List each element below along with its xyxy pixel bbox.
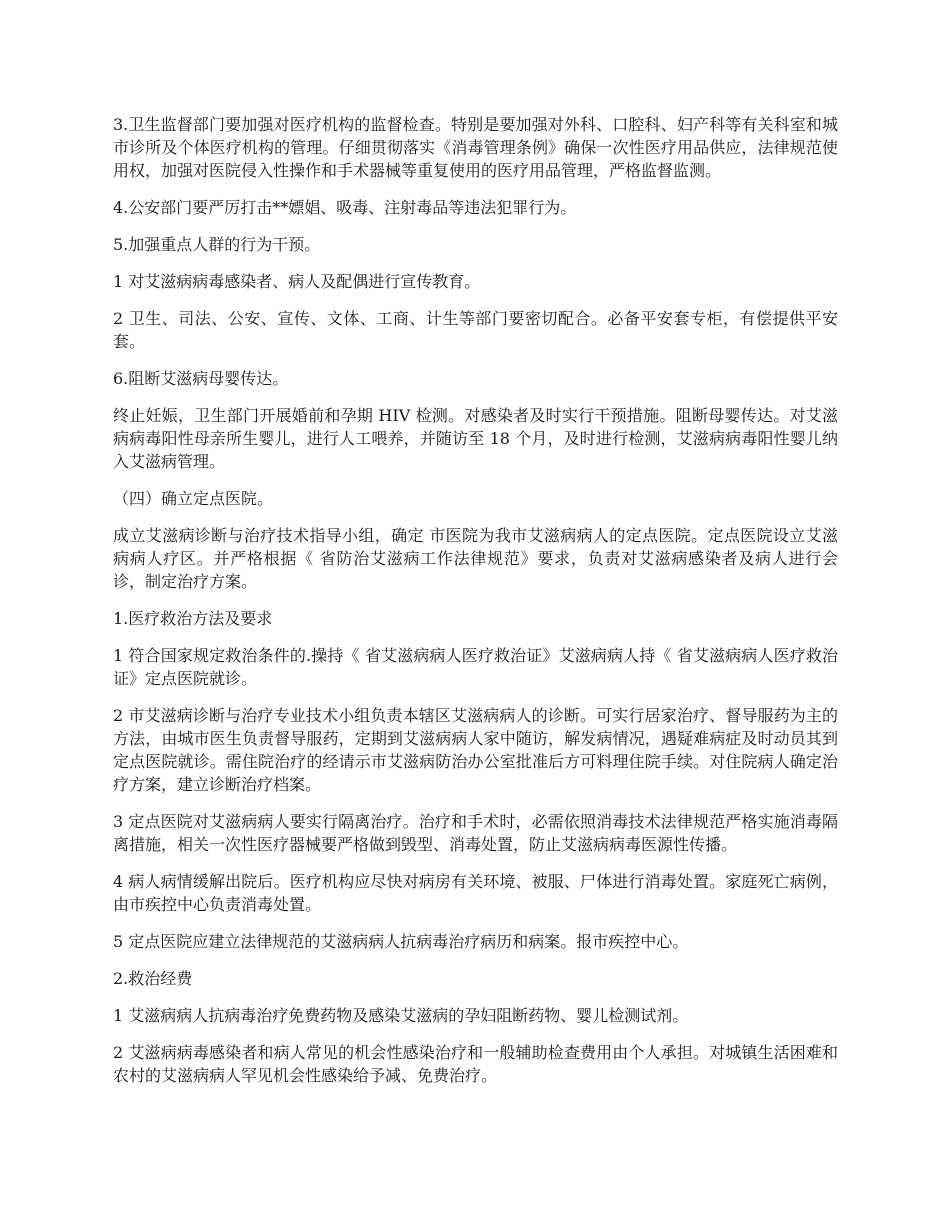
paragraph-disinfection: 4 病人病情缓解出院后。医疗机构应尽快对病房有关环境、被服、尸体进行消毒处置。家庭死亡病例，由市疾控中心负责消毒处置。 [113, 872, 838, 914]
paragraph-health-supervision: 3.卫生监督部门要加强对医疗机构的监督检查。特别是要加强对外科、口腔科、妇产科等有关科室和城市诊所及个体医疗机构的管理。仔细贯彻落实《消毒管理条例》确保一次性医疗用品供应，法律规范使用权，加强对医院侵入性操作和手术器械等重复使用的医疗用品管理，严格监督监测。 [113, 115, 838, 180]
paragraph-opportunistic-infection-costs: 2 艾滋病病毒感染者和病人常见的机会性感染治疗和一般辅助检查费用由个人承担。对城镇生活困难和农村的艾滋病病人罕见机会性感染给予减、免费治疗。 [113, 1043, 838, 1085]
paragraph-heading-treatment-funding: 2.救治经费 [113, 969, 193, 988]
paragraph-treatment-certificate: 1 符合国家规定救治条件的.操持《 省艾滋病病人医疗救治证》艾滋病病人持《 省艾滋病病人医疗救治证》定点医院就诊。 [113, 646, 838, 688]
paragraph-diagnosis-group: 2 市艾滋病诊断与治疗专业技术小组负责本辖区艾滋病病人的诊断。可实行居家治疗、督导服药为主的方法，由城市医生负责督导服药，定期到艾滋病病人家中随访，解发病情况，遇疑难病症及时动员其到定点医院就诊。需住院治疗的经请示市艾滋病防治办公室批准后方可料理住院手续。对住院病人确定治疗方案，建立诊断治疗档案。 [113, 706, 838, 794]
paragraph-education: 1 对艾滋病病毒感染者、病人及配偶进行宣传教育。 [113, 272, 481, 291]
paragraph-heading-treatment-methods: 1.医疗救治方法及要求 [113, 609, 273, 628]
paragraph-heading-mother-infant: 6.阻断艾滋病母婴传达。 [113, 369, 289, 388]
paragraph-isolation-treatment: 3 定点医院对艾滋病病人要实行隔离治疗。治疗和手术时，必需依照消毒技术法律规范严格实施消毒隔离措施，相关一次性医疗器械要严格做到毁型、消毒处置，防止艾滋病病毒医源性传播。 [113, 812, 838, 854]
paragraph-free-drugs: 1 艾滋病病人抗病毒治疗免费药物及感染艾滋病的孕妇阻断药物、婴儿检测试剂。 [113, 1006, 689, 1025]
paragraph-heading-designated-hospital: （四）确立定点医院。 [113, 489, 274, 508]
paragraph-medical-records: 5 定点医院应建立法律规范的艾滋病病人抗病毒治疗病历和病案。报市疾控中心。 [113, 932, 689, 951]
paragraph-mother-infant-measures: 终止妊娠，卫生部门开展婚前和孕期 HIV 检测。对感染者及时实行干预措施。阻断母婴传达。对艾滋病病毒阳性母亲所生婴儿，进行人工喂养，并随访至 18 个月，及时进行检测，艾滋病病毒阳性婴儿纳入艾滋病管理。 [113, 406, 838, 471]
paragraph-heading-behavior-intervention: 5.加强重点人群的行为干预。 [113, 235, 321, 254]
paragraph-public-security: 4.公安部门要严厉打击**嫖娼、吸毒、注射毒品等违法犯罪行为。 [113, 198, 577, 217]
paragraph-designated-hospital: 成立艾滋病诊断与治疗技术指导小组，确定 市医院为我市艾滋病病人的定点医院。定点医院设立艾滋病病人疗区。并严格根据《 省防治艾滋病工作法律规范》要求，负责对艾滋病感染者及病人进行会诊，制定治疗方案。 [113, 526, 838, 591]
paragraph-department-cooperation: 2 卫生、司法、公安、宣传、文体、工商、计生等部门要密切配合。必备平安套专柜，有偿提供平安套。 [113, 309, 838, 351]
